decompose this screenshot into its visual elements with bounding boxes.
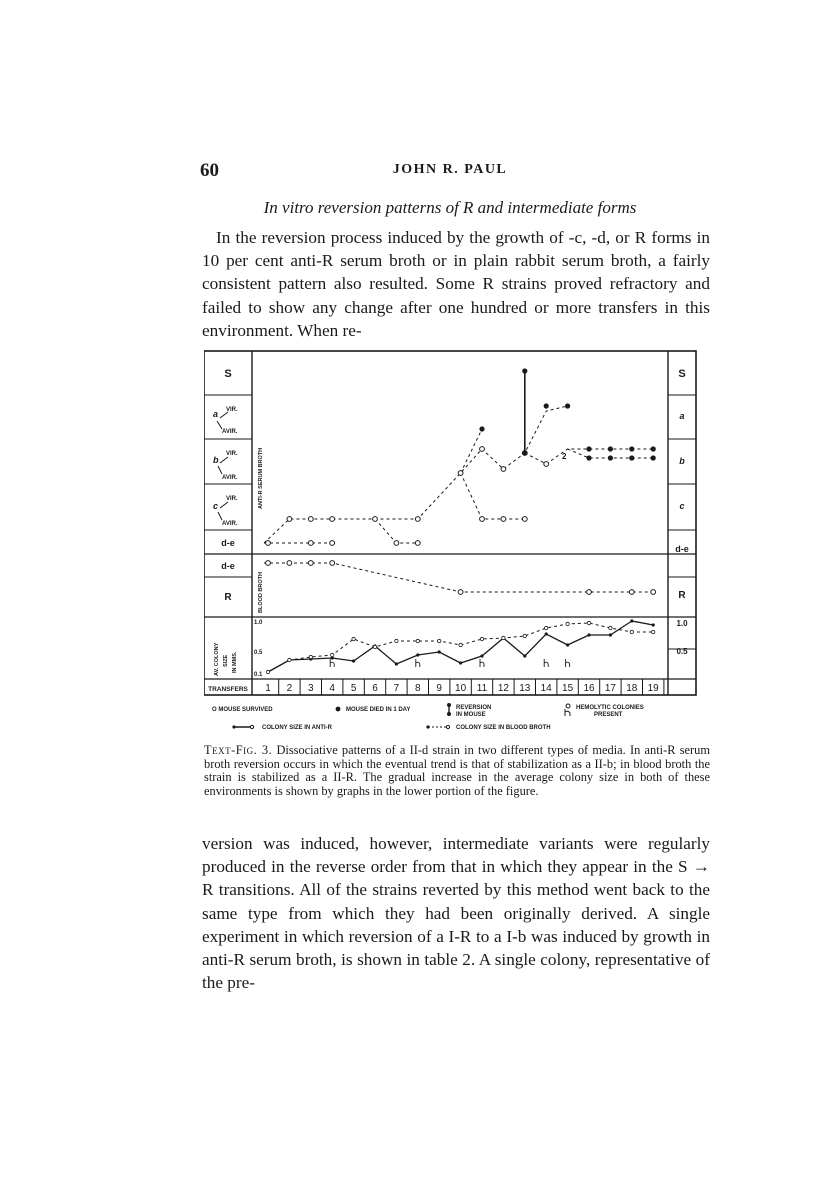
row-label-a-avir: AVIR. — [222, 429, 238, 435]
transfer-axis — [265, 679, 664, 695]
colony-anti-r-point — [480, 654, 483, 657]
colony-scale-mid: 0.5 — [254, 650, 263, 656]
point-survived — [308, 541, 313, 546]
point-survived — [266, 541, 271, 546]
transfer-number: 7 — [393, 683, 400, 694]
dissociation-figure — [204, 349, 698, 705]
side-label-colony-3: IN MMS. — [232, 651, 238, 673]
point-died — [629, 455, 634, 460]
point-died — [586, 455, 591, 460]
hemolytic-marker — [480, 659, 484, 667]
colony-blood-point — [630, 630, 633, 633]
colony-blood-line — [268, 623, 653, 672]
colony-blood-point — [309, 655, 312, 658]
anti-r-c-de-trace — [375, 519, 418, 543]
colony-anti-r-point — [587, 633, 590, 636]
point-survived — [587, 590, 592, 595]
page-number: 60 — [200, 160, 219, 181]
transfer-number: 16 — [583, 683, 595, 694]
point-survived — [651, 590, 656, 595]
colony-blood-point — [459, 643, 462, 646]
right-label-s: S — [678, 368, 686, 380]
point-survived — [458, 590, 463, 595]
transfer-number: 10 — [455, 683, 467, 694]
legend-mouse-survived: O MOUSE SURVIVED — [212, 707, 273, 713]
transfer-number: 15 — [562, 683, 574, 694]
colony-scale-bottom: 0.1 — [254, 672, 263, 678]
page-header — [200, 160, 700, 184]
colony-anti-r-point — [438, 650, 441, 653]
colony-blood-point — [609, 626, 612, 629]
point-survived — [629, 590, 634, 595]
row-label-b-vir: VIR. — [226, 451, 238, 457]
side-label-colony-2: SIZE — [223, 654, 229, 667]
colony-blood-point — [373, 645, 376, 648]
hemolytic-marker — [544, 659, 548, 667]
point-survived — [394, 541, 399, 546]
transfer-number: 2 — [286, 683, 293, 694]
point-tag-2: 2 — [562, 452, 567, 461]
row-letter-a: a — [213, 409, 219, 419]
colony-blood-point — [416, 639, 419, 642]
point-survived — [480, 447, 485, 452]
transfer-number: 19 — [647, 683, 659, 694]
point-survived — [330, 541, 335, 546]
caption-label: Text-Fig. 3. — [204, 743, 273, 757]
row-label-de-anti: d-e — [221, 538, 235, 548]
point-died — [608, 446, 613, 451]
legend-hemolytic-1: HEMOLYTIC COLONIES — [576, 705, 644, 711]
hemolytic-marker — [566, 659, 570, 667]
point-died — [608, 455, 613, 460]
point-died — [586, 446, 591, 451]
caption-text: Dissociative patterns of a II-d strain in two different types of media. In anti-R serum broth reversion occurs in which the eventual trend is that of stabilization as a II-b; in blood broth the strain is stabilized as a II-R. The gradual increase in the average colony size in both of these environments is shown by graphs in the lower portion of the figure. — [204, 743, 710, 798]
row-label-de-blood: d-e — [221, 561, 235, 571]
colony-blood-point — [502, 636, 505, 639]
figure-caption — [204, 744, 710, 798]
colony-anti-r-point — [395, 662, 398, 665]
point-died — [651, 455, 656, 460]
colony-blood-point — [652, 630, 655, 633]
row-label-a-vir: VIR. — [226, 407, 238, 413]
colony-blood-point — [523, 634, 526, 637]
transfer-number: 18 — [626, 683, 638, 694]
point-survived — [415, 541, 420, 546]
colony-blood-point — [266, 670, 269, 673]
anti-r-c-branch — [461, 473, 525, 519]
point-survived — [308, 517, 313, 522]
colony-anti-r-point — [566, 643, 569, 646]
transfer-number: 14 — [540, 683, 552, 694]
colony-anti-r-point — [352, 659, 355, 662]
side-label-blood: BLOOD BROTH — [258, 572, 264, 613]
transfers-label: TRANSFERS — [208, 686, 248, 693]
right-label-a: a — [679, 411, 685, 421]
anti-r-a-branch — [461, 429, 482, 473]
colony-anti-r-point — [459, 661, 462, 664]
transfer-number: 8 — [415, 683, 421, 694]
point-died — [629, 446, 634, 451]
colony-blood-point — [480, 637, 483, 640]
transfer-number: 6 — [372, 683, 378, 694]
colony-blood-point — [331, 653, 334, 656]
hemolytic-marker — [330, 659, 334, 667]
point-survived — [480, 517, 485, 522]
hemolytic-marker — [416, 659, 420, 667]
point-survived — [501, 467, 506, 472]
point-survived — [458, 471, 463, 476]
transfer-number: 12 — [497, 683, 509, 694]
point-died — [544, 403, 549, 408]
legend-colony-blood: COLONY SIZE IN BLOOD BROTH — [456, 725, 551, 731]
transfer-number: 1 — [265, 683, 271, 694]
row-letter-b: b — [213, 455, 219, 465]
side-label-colony-1: AV. COLONY — [214, 642, 220, 676]
transfer-number: 9 — [436, 683, 442, 694]
colony-anti-r-point — [609, 633, 612, 636]
transfer-number: 13 — [519, 683, 531, 694]
colony-blood-point — [395, 639, 398, 642]
right-label-r: R — [678, 590, 686, 601]
colony-anti-r-point — [630, 619, 633, 622]
running-head: JOHN R. PAUL — [392, 162, 508, 177]
right-label-c: c — [679, 501, 685, 511]
point-survived — [287, 561, 292, 566]
legend-died-symbol — [336, 707, 341, 712]
figure-legend — [212, 703, 706, 739]
colony-blood-point — [587, 621, 590, 624]
row-letter-c: c — [213, 501, 219, 511]
row-label-r: R — [224, 592, 232, 603]
point-survived — [287, 517, 292, 522]
row-label-c-vir: VIR. — [226, 496, 238, 502]
colony-anti-r-point — [545, 632, 548, 635]
point-survived — [266, 561, 271, 566]
point-survived — [308, 561, 313, 566]
point-died — [565, 403, 570, 408]
transfer-number: 11 — [476, 683, 488, 694]
right-label-ten: 1.0 — [676, 619, 688, 628]
colony-blood-point — [566, 622, 569, 625]
point-survived — [330, 561, 335, 566]
transfer-number: 5 — [350, 683, 357, 694]
colony-scale-top: 1.0 — [254, 620, 263, 626]
colony-anti-r-point — [652, 623, 655, 626]
colony-blood-point — [352, 637, 355, 640]
row-label-c-avir: AVIR. — [222, 521, 238, 527]
legend-hemolytic-2: PRESENT — [594, 712, 623, 718]
section-title: In vitro reversion patterns of R and intermediate forms — [263, 198, 637, 217]
right-label-de: d-e — [675, 544, 689, 554]
colony-blood-point — [545, 626, 548, 629]
paragraph-1: In the reversion process induced by the growth of -c, -d, or R forms in 10 per cent anti-R serum broth or in plain rabbit serum broth, a fairly consistent pattern also resulted. Some R strains proved refractory and failed to show any change after one hundred or more transfers in this environment. When re- — [202, 228, 710, 340]
point-died — [522, 368, 527, 373]
colony-anti-r-point — [416, 653, 419, 656]
point-survived — [415, 517, 420, 522]
point-died — [479, 426, 484, 431]
transfer-number: 17 — [604, 683, 616, 694]
legend-mouse-died: MOUSE DIED IN 1 DAY — [346, 707, 411, 713]
right-label-b: b — [679, 456, 685, 466]
plot-area — [264, 368, 656, 673]
row-label-s: S — [224, 368, 232, 380]
colony-blood-point — [288, 658, 291, 661]
transfer-number: 3 — [308, 683, 314, 694]
legend-reversion-2: IN MOUSE — [456, 712, 486, 718]
colony-anti-r-point — [523, 654, 526, 657]
point-survived — [522, 517, 527, 522]
legend-colony-anti-r: COLONY SIZE IN ANTI-R — [262, 725, 333, 731]
point-died — [651, 446, 656, 451]
point-survived — [373, 517, 378, 522]
transfer-number: 4 — [329, 683, 335, 694]
point-survived — [501, 517, 506, 522]
side-label-anti-r: ANTI-R SERUM BROTH — [258, 447, 264, 509]
point-survived — [330, 517, 335, 522]
colony-blood-point — [438, 639, 441, 642]
point-survived — [544, 462, 549, 467]
legend-reversion-1: REVERSION — [456, 705, 492, 711]
row-label-b-avir: AVIR. — [222, 475, 238, 481]
anti-r-trace — [264, 406, 568, 543]
right-label-half: 0.5 — [676, 647, 688, 656]
blood-broth-trace — [264, 563, 653, 592]
paragraph-2: version was induced, however, intermediate variants were regularly produced in the reverse order from that in which they appear in the S → R transitions. All of the strains reverted by this method went back to the same type from which they had been originally derived. A single experiment in which reversion of a I-R to a I-b was induced by growth in anti-R serum broth, is shown in table 2. A single colony, representative of the pre- — [202, 834, 710, 993]
